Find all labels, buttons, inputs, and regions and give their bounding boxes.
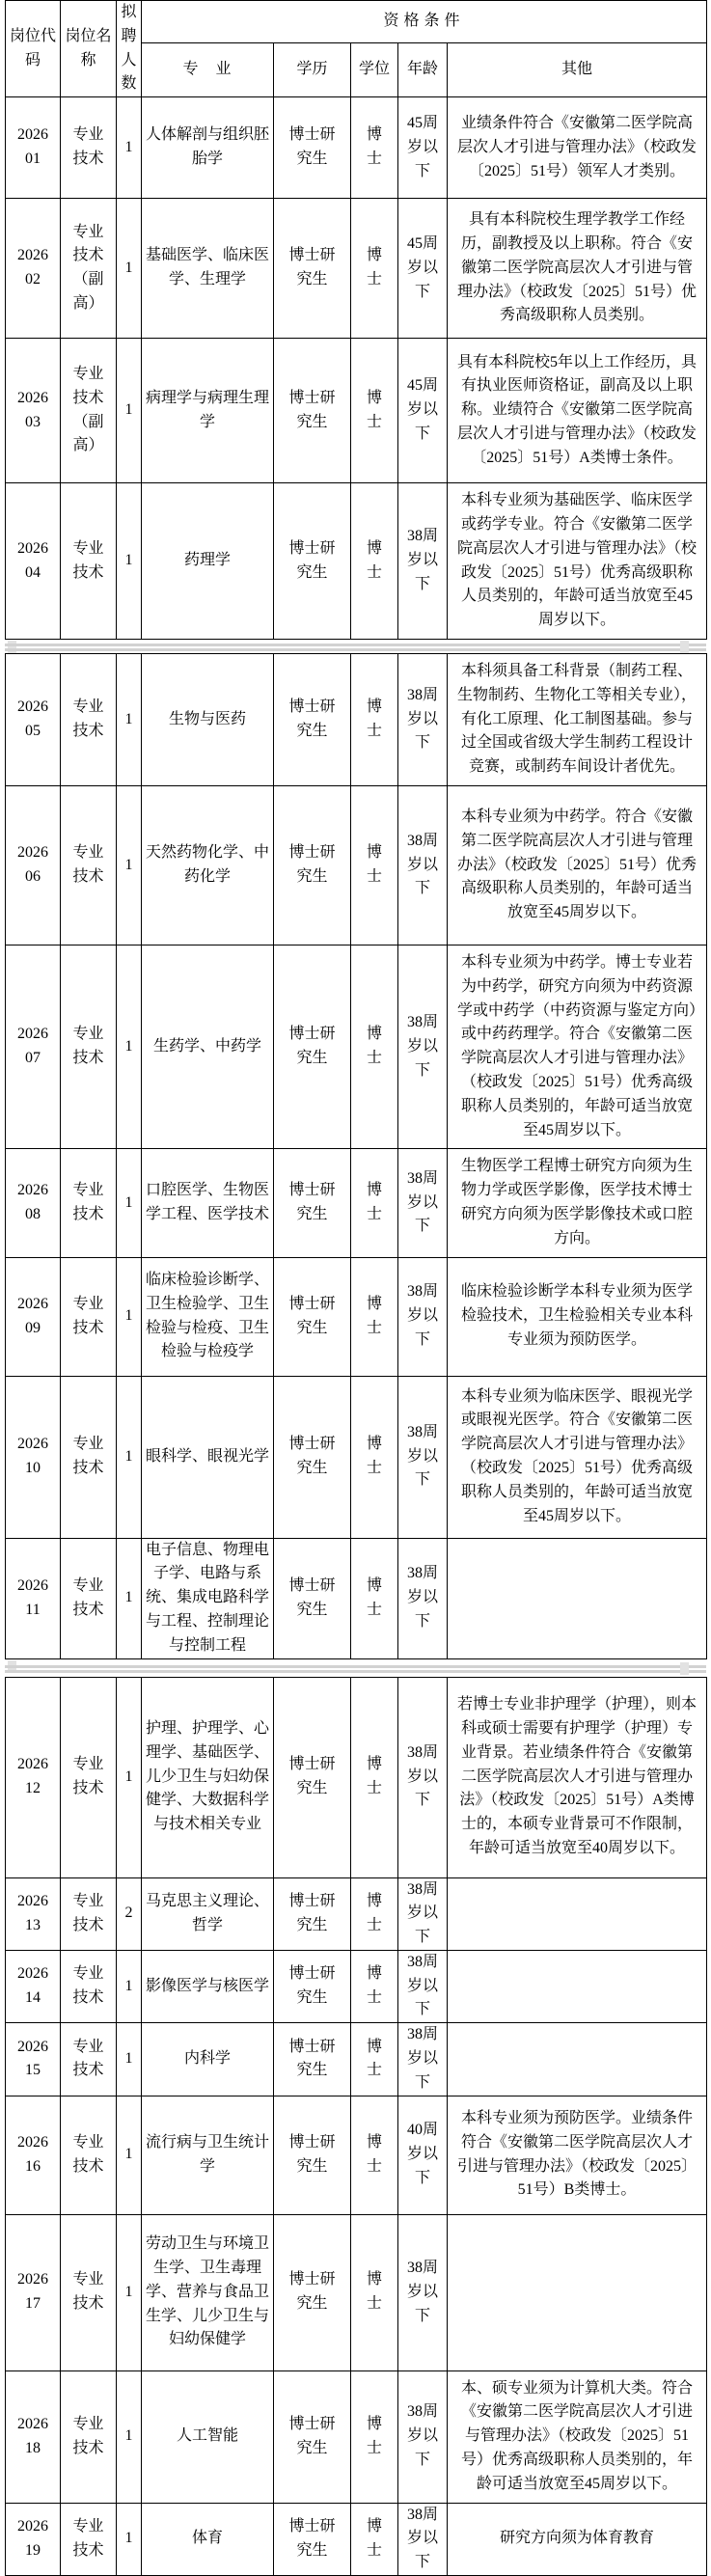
education-cell: 博士研究生 bbox=[274, 1149, 351, 1257]
other-conditions-cell: 本科须具备工科背景（制药工程、生物制药、生物化工等相关专业），有化工原理、化工制图基础。参与过全国或省级大学生制药工程设计竞赛，或制药车间设计者优先。 bbox=[448, 653, 707, 785]
other-conditions-cell bbox=[448, 1538, 707, 1658]
position-code-cell: 2026 07 bbox=[6, 945, 61, 1148]
position-code-cell: 2026 01 bbox=[6, 97, 61, 199]
position-name-cell: 专业技术 bbox=[61, 2023, 117, 2096]
major-cell: 人工智能 bbox=[142, 2370, 274, 2503]
position-code-cell: 2026 12 bbox=[6, 1677, 61, 1877]
education-cell: 博士研究生 bbox=[274, 1538, 351, 1658]
header-hire-count: 拟聘人数 bbox=[117, 1, 142, 97]
education-cell: 博士研究生 bbox=[274, 2503, 351, 2575]
position-name-cell: 专业技术 bbox=[61, 1677, 117, 1877]
table-page-break bbox=[5, 640, 706, 653]
major-cell: 体育 bbox=[142, 2503, 274, 2575]
degree-cell: 博士 bbox=[351, 483, 398, 640]
recruitment-table-section-3 bbox=[5, 1677, 707, 2576]
table-row bbox=[6, 97, 707, 199]
position-name-cell: 专业技术 bbox=[61, 785, 117, 945]
other-conditions-cell: 本科专业须为中药学。博士专业若为中药学，研究方向须为中药资源学或中药学（中药资源与鉴定方向）或中药药理学。符合《安徽第二医学院高层次人才引进与管理办法》（校政发〔2025〕51号）优秀高级职称人员类别的，年龄可适当放宽至45周岁以下。 bbox=[448, 945, 707, 1148]
education-cell: 博士研究生 bbox=[274, 2096, 351, 2214]
section-2-body bbox=[6, 653, 707, 1658]
section-1-body bbox=[6, 97, 707, 640]
age-cell: 38周岁以下 bbox=[398, 2370, 448, 2503]
major-cell: 人体解剖与组织胚胎学 bbox=[142, 97, 274, 199]
recruitment-table-section-2 bbox=[5, 653, 707, 1659]
hire-count-cell: 1 bbox=[117, 199, 142, 339]
age-cell: 38周岁以下 bbox=[398, 785, 448, 945]
table-row bbox=[6, 2503, 707, 2575]
table-row bbox=[6, 199, 707, 339]
position-code-cell: 2026 04 bbox=[6, 483, 61, 640]
education-cell: 博士研究生 bbox=[274, 97, 351, 199]
other-conditions-cell: 生物医学工程博士研究方向须为生物力学或医学影像，医学技术博士研究方向须为医学影像技术或口腔方向。 bbox=[448, 1149, 707, 1257]
table-row bbox=[6, 1877, 707, 1950]
degree-cell: 博士 bbox=[351, 97, 398, 199]
table-row bbox=[6, 1538, 707, 1658]
major-cell: 基础医学、临床医学、生理学 bbox=[142, 199, 274, 339]
degree-cell: 博士 bbox=[351, 2370, 398, 2503]
other-conditions-cell bbox=[448, 1877, 707, 1950]
age-cell: 38周岁以下 bbox=[398, 1538, 448, 1658]
hire-count-cell: 1 bbox=[117, 2503, 142, 2575]
degree-cell: 博士 bbox=[351, 2023, 398, 2096]
break-right-cap bbox=[680, 641, 689, 653]
hire-count-cell: 1 bbox=[117, 945, 142, 1148]
education-cell: 博士研究生 bbox=[274, 785, 351, 945]
age-cell: 38周岁以下 bbox=[398, 1376, 448, 1538]
table-row bbox=[6, 339, 707, 483]
header-position-code: 岗位代码 bbox=[6, 1, 61, 97]
position-code-cell: 2026 09 bbox=[6, 1257, 61, 1376]
other-conditions-cell: 业绩条件符合《安徽第二医学院高层次人才引进与管理办法》（校政发〔2025〕51号）领军人才类别。 bbox=[448, 97, 707, 199]
table-row bbox=[6, 2214, 707, 2370]
position-name-cell: 专业技术 bbox=[61, 1149, 117, 1257]
table-page-break bbox=[5, 1659, 706, 1677]
degree-cell: 博士 bbox=[351, 1376, 398, 1538]
position-code-cell: 2026 19 bbox=[6, 2503, 61, 2575]
position-code-cell: 2026 15 bbox=[6, 2023, 61, 2096]
hire-count-cell: 1 bbox=[117, 1677, 142, 1877]
position-code-cell: 2026 05 bbox=[6, 653, 61, 785]
position-name-cell: 专业技术 bbox=[61, 483, 117, 640]
other-conditions-cell: 本、硕专业须为计算机大类。符合《安徽第二医学院高层次人才引进与管理办法》（校政发〔2025〕51号）优秀高级职称人员类别的，年龄可适当放宽至45周岁以下。 bbox=[448, 2370, 707, 2503]
header-education: 学历 bbox=[274, 43, 351, 97]
position-code-cell: 2026 03 bbox=[6, 339, 61, 483]
table-row bbox=[6, 1677, 707, 1877]
major-cell: 护理、护理学、心理学、基础医学、儿少卫生与妇幼保健学、大数据科学与技术相关专业 bbox=[142, 1677, 274, 1877]
position-code-cell: 2026 17 bbox=[6, 2214, 61, 2370]
education-cell: 博士研究生 bbox=[274, 2214, 351, 2370]
table-row bbox=[6, 1376, 707, 1538]
major-cell: 生物与医药 bbox=[142, 653, 274, 785]
degree-cell: 博士 bbox=[351, 1538, 398, 1658]
section-3-body bbox=[6, 1677, 707, 2576]
position-code-cell: 2026 13 bbox=[6, 1877, 61, 1950]
other-conditions-cell: 若博士专业非护理学（护理），则本科或硕士需要有护理学（护理）专业背景。若业绩条件符合《安徽第二医学院高层次人才引进与管理办法》（校政发〔2025〕51号）A类博士的，本硕专业背景可不作限制，年龄可适当放宽至40周岁以下。 bbox=[448, 1677, 707, 1877]
break-band bbox=[5, 648, 706, 651]
hire-count-cell: 1 bbox=[117, 1257, 142, 1376]
hire-count-cell: 1 bbox=[117, 1149, 142, 1257]
degree-cell: 博士 bbox=[351, 2096, 398, 2214]
hire-count-cell: 1 bbox=[117, 483, 142, 640]
major-cell: 影像医学与核医学 bbox=[142, 1950, 274, 2022]
other-conditions-cell: 本科专业须为基础医学、临床医学或药学专业。符合《安徽第二医学院高层次人才引进与管理办法》（校政发〔2025〕51号）优秀高级职称人员类别的，年龄可适当放宽至45周岁以下。 bbox=[448, 483, 707, 640]
age-cell: 38周岁以下 bbox=[398, 483, 448, 640]
other-conditions-cell: 本科专业须为预防医学。业绩条件符合《安徽第二医学院高层次人才引进与管理办法》（校政发〔2025〕51号）B类博士。 bbox=[448, 2096, 707, 2214]
position-name-cell: 专业技术 bbox=[61, 1877, 117, 1950]
position-name-cell: 专业技术 bbox=[61, 653, 117, 785]
age-cell: 38周岁以下 bbox=[398, 2214, 448, 2370]
education-cell: 博士研究生 bbox=[274, 1376, 351, 1538]
major-cell: 天然药物化学、中药化学 bbox=[142, 785, 274, 945]
hire-count-cell: 1 bbox=[117, 2370, 142, 2503]
break-left-cap bbox=[8, 641, 16, 653]
position-code-cell: 2026 11 bbox=[6, 1538, 61, 1658]
table-row bbox=[6, 945, 707, 1148]
position-code-cell: 2026 18 bbox=[6, 2370, 61, 2503]
education-cell: 博士研究生 bbox=[274, 2370, 351, 2503]
position-name-cell: 专业技术 bbox=[61, 1950, 117, 2022]
age-cell: 38周岁以下 bbox=[398, 2503, 448, 2575]
other-conditions-cell: 本科专业须为中药学。符合《安徽第二医学院高层次人才引进与管理办法》（校政发〔2025〕51号）优秀高级职称人员类别的，年龄可适当放宽至45周岁以下。 bbox=[448, 785, 707, 945]
hire-count-cell: 1 bbox=[117, 785, 142, 945]
position-code-cell: 2026 10 bbox=[6, 1376, 61, 1538]
position-name-cell: 专业技术（副高） bbox=[61, 199, 117, 339]
education-cell: 博士研究生 bbox=[274, 1257, 351, 1376]
age-cell: 38周岁以下 bbox=[398, 945, 448, 1148]
age-cell: 45周岁以下 bbox=[398, 199, 448, 339]
degree-cell: 博士 bbox=[351, 1950, 398, 2022]
position-name-cell: 专业技术 bbox=[61, 1257, 117, 1376]
age-cell: 38周岁以下 bbox=[398, 1950, 448, 2022]
major-cell: 临床检验诊断学、卫生检验学、卫生检验与检疫、卫生检验与检疫学 bbox=[142, 1257, 274, 1376]
degree-cell: 博士 bbox=[351, 2214, 398, 2370]
header-age: 年龄 bbox=[398, 43, 448, 97]
table-row bbox=[6, 2096, 707, 2214]
education-cell: 博士研究生 bbox=[274, 483, 351, 640]
degree-cell: 博士 bbox=[351, 1149, 398, 1257]
table-row bbox=[6, 1149, 707, 1257]
break-band bbox=[5, 1670, 706, 1673]
table-row bbox=[6, 483, 707, 640]
hire-count-cell: 1 bbox=[117, 653, 142, 785]
hire-count-cell: 1 bbox=[117, 1376, 142, 1538]
table-row bbox=[6, 1257, 707, 1376]
major-cell: 劳动卫生与环境卫生学、卫生毒理学、营养与食品卫生学、儿少卫生与妇幼保健学 bbox=[142, 2214, 274, 2370]
hire-count-cell: 1 bbox=[117, 1950, 142, 2022]
degree-cell: 博士 bbox=[351, 1257, 398, 1376]
age-cell: 45周岁以下 bbox=[398, 339, 448, 483]
position-code-cell: 2026 06 bbox=[6, 785, 61, 945]
hire-count-cell: 1 bbox=[117, 2214, 142, 2370]
degree-cell: 博士 bbox=[351, 785, 398, 945]
table-row bbox=[6, 785, 707, 945]
education-cell: 博士研究生 bbox=[274, 339, 351, 483]
major-cell: 病理学与病理生理学 bbox=[142, 339, 274, 483]
education-cell: 博士研究生 bbox=[274, 1677, 351, 1877]
age-cell: 45周岁以下 bbox=[398, 97, 448, 199]
table-header bbox=[6, 1, 707, 97]
degree-cell: 博士 bbox=[351, 653, 398, 785]
age-cell: 38周岁以下 bbox=[398, 1677, 448, 1877]
education-cell: 博士研究生 bbox=[274, 945, 351, 1148]
position-name-cell: 专业技术 bbox=[61, 2370, 117, 2503]
break-right-cap bbox=[680, 1662, 689, 1675]
hire-count-cell: 1 bbox=[117, 339, 142, 483]
header-major: 专 业 bbox=[142, 43, 274, 97]
degree-cell: 博士 bbox=[351, 945, 398, 1148]
age-cell: 38周岁以下 bbox=[398, 1877, 448, 1950]
recruitment-table-section-1 bbox=[5, 0, 707, 640]
header-other: 其他 bbox=[448, 43, 707, 97]
position-code-cell: 2026 16 bbox=[6, 2096, 61, 2214]
other-conditions-cell: 本科专业须为临床医学、眼视光学或眼视光医学。符合《安徽第二医学院高层次人才引进与管理办法》（校政发〔2025〕51号）优秀高级职称人员类别的，年龄可适当放宽至45周岁以下。 bbox=[448, 1376, 707, 1538]
other-conditions-cell bbox=[448, 2214, 707, 2370]
hire-count-cell: 1 bbox=[117, 97, 142, 199]
other-conditions-cell bbox=[448, 1950, 707, 2022]
position-code-cell: 2026 08 bbox=[6, 1149, 61, 1257]
position-name-cell: 专业技术 bbox=[61, 945, 117, 1148]
break-band bbox=[5, 1665, 706, 1668]
degree-cell: 博士 bbox=[351, 1877, 398, 1950]
table-row bbox=[6, 2370, 707, 2503]
position-name-cell: 专业技术（副高） bbox=[61, 339, 117, 483]
major-cell: 电子信息、物理电子学、电路与系统、集成电路科学与工程、控制理论与控制工程 bbox=[142, 1538, 274, 1658]
break-band bbox=[5, 644, 706, 646]
major-cell: 马克思主义理论、哲学 bbox=[142, 1877, 274, 1950]
major-cell: 流行病与卫生统计学 bbox=[142, 2096, 274, 2214]
major-cell: 药理学 bbox=[142, 483, 274, 640]
age-cell: 38周岁以下 bbox=[398, 2023, 448, 2096]
education-cell: 博士研究生 bbox=[274, 1950, 351, 2022]
education-cell: 博士研究生 bbox=[274, 2023, 351, 2096]
position-name-cell: 专业技术 bbox=[61, 97, 117, 199]
major-cell: 生药学、中药学 bbox=[142, 945, 274, 1148]
other-conditions-cell: 具有本科院校5年以上工作经历，具有执业医师资格证，副高及以上职称。业绩符合《安徽第二医学院高层次人才引进与管理办法》（校政发〔2025〕51号）A类博士条件。 bbox=[448, 339, 707, 483]
hire-count-cell: 2 bbox=[117, 1877, 142, 1950]
hire-count-cell: 1 bbox=[117, 2096, 142, 2214]
table-row bbox=[6, 2023, 707, 2096]
position-code-cell: 2026 14 bbox=[6, 1950, 61, 2022]
header-position-name: 岗位名称 bbox=[61, 1, 117, 97]
header-row-top bbox=[6, 1, 707, 43]
education-cell: 博士研究生 bbox=[274, 653, 351, 785]
degree-cell: 博士 bbox=[351, 2503, 398, 2575]
table-row bbox=[6, 653, 707, 785]
degree-cell: 博士 bbox=[351, 339, 398, 483]
age-cell: 40周岁以下 bbox=[398, 2096, 448, 2214]
other-conditions-cell: 临床检验诊断学本科专业须为医学检验技术，卫生检验相关专业本科专业须为预防医学。 bbox=[448, 1257, 707, 1376]
major-cell: 眼科学、眼视光学 bbox=[142, 1376, 274, 1538]
major-cell: 内科学 bbox=[142, 2023, 274, 2096]
age-cell: 38周岁以下 bbox=[398, 1257, 448, 1376]
position-name-cell: 专业技术 bbox=[61, 2503, 117, 2575]
other-conditions-cell bbox=[448, 2023, 707, 2096]
other-conditions-cell: 具有本科院校生理学教学工作经历，副教授及以上职称。符合《安徽第二医学院高层次人才引进与管理办法》（校政发〔2025〕51号）优秀高级职称人员类别。 bbox=[448, 199, 707, 339]
position-name-cell: 专业技术 bbox=[61, 1376, 117, 1538]
degree-cell: 博士 bbox=[351, 1677, 398, 1877]
position-code-cell: 2026 02 bbox=[6, 199, 61, 339]
position-name-cell: 专业技术 bbox=[61, 2096, 117, 2214]
education-cell: 博士研究生 bbox=[274, 199, 351, 339]
degree-cell: 博士 bbox=[351, 199, 398, 339]
age-cell: 38周岁以下 bbox=[398, 653, 448, 785]
header-degree: 学位 bbox=[351, 43, 398, 97]
header-qualification: 资格条件 bbox=[142, 1, 707, 43]
position-name-cell: 专业技术 bbox=[61, 2214, 117, 2370]
table-row bbox=[6, 1950, 707, 2022]
hire-count-cell: 1 bbox=[117, 1538, 142, 1658]
major-cell: 口腔医学、生物医学工程、医学技术 bbox=[142, 1149, 274, 1257]
other-conditions-cell: 研究方向须为体育教育 bbox=[448, 2503, 707, 2575]
education-cell: 博士研究生 bbox=[274, 1877, 351, 1950]
age-cell: 38周岁以下 bbox=[398, 1149, 448, 1257]
position-name-cell: 专业技术 bbox=[61, 1538, 117, 1658]
hire-count-cell: 1 bbox=[117, 2023, 142, 2096]
